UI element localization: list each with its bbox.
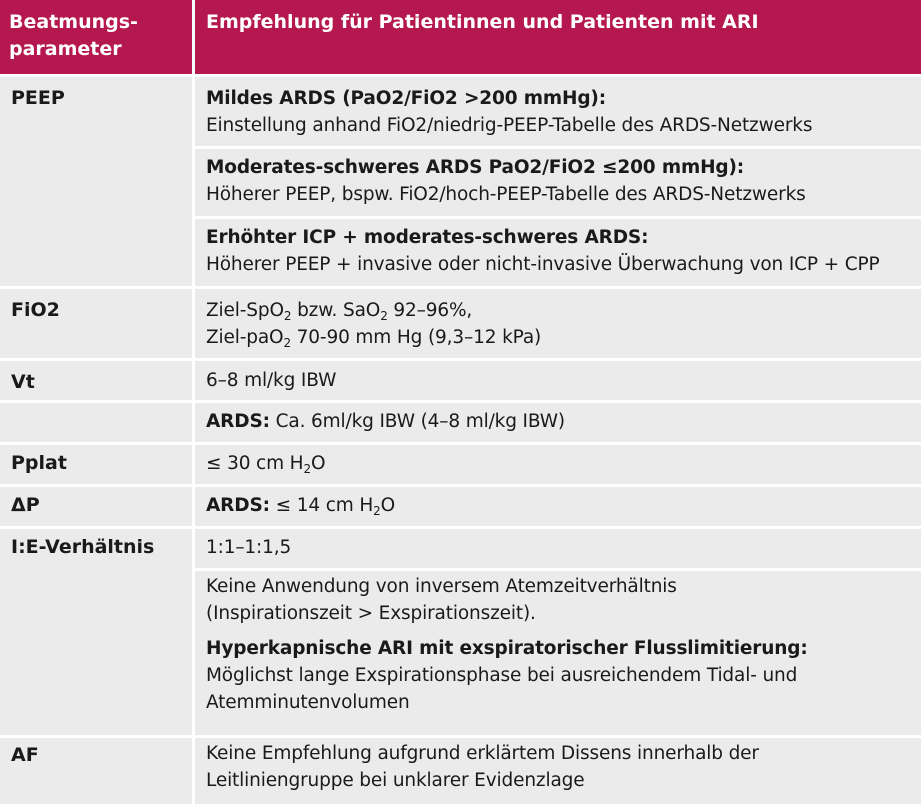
- subscript: 2: [283, 309, 292, 323]
- text: 70-90 mm Hg (9,3–12 kPa): [290, 327, 542, 348]
- rec-line2: (Inspirationszeit > Exspirationszeit).: [206, 603, 536, 624]
- text: ≤ 30 cm H: [206, 453, 304, 474]
- param-label: Vt: [11, 371, 35, 393]
- header-parameter-line1: Beatmungs-: [9, 11, 138, 33]
- subscript: 2: [380, 309, 388, 323]
- param-label: FiO2: [11, 299, 60, 321]
- rec-af: [195, 738, 921, 804]
- subscript: 2: [283, 336, 291, 350]
- param-vt-empty: [0, 403, 192, 442]
- rec-text: Einstellung anhand FiO2/niedrig-PEEP-Tabelle des ARDS-Netzwerks: [206, 115, 813, 136]
- text: Ziel-SpO: [206, 300, 284, 321]
- param-vt: [0, 361, 192, 400]
- header-parameter: [0, 0, 192, 74]
- rec-title: Hyperkapnische ARI mit exspiratorischer Flusslimitierung:: [206, 638, 808, 659]
- rec-text: 1:1–1:1,5: [206, 537, 292, 558]
- rec-delta-p: [195, 487, 921, 526]
- rec-ie-inverse-and-hypercapnic: [195, 571, 921, 735]
- param-label: I:E-Verhältnis: [11, 536, 155, 558]
- param-label: Pplat: [11, 452, 67, 474]
- rec-text: 6–8 ml/kg IBW: [206, 370, 337, 391]
- rec-vt-general: [195, 361, 921, 400]
- text: bzw. SaO: [291, 300, 381, 321]
- rec-line2: Leitliniengruppe bei unklarer Evidenzlage: [206, 770, 585, 791]
- rec-peep-moderate: [195, 149, 921, 216]
- rec-title: Moderates-schweres ARDS PaO2/FiO2 ≤200 mmHg):: [206, 157, 745, 178]
- param-peep: [0, 77, 192, 286]
- param-label: PEEP: [11, 87, 65, 109]
- rec-peep-icp: [195, 219, 921, 286]
- rec-ie-ratio: [195, 529, 921, 568]
- param-pplat: [0, 445, 192, 484]
- rec-line1: Keine Empfehlung aufgrund erklärtem Dissens innerhalb der: [206, 743, 759, 764]
- rec-line1: Möglichst lange Exspirationsphase bei ausreichendem Tidal- und: [206, 665, 798, 686]
- subscript: 2: [373, 504, 381, 518]
- param-ie-ratio: [0, 529, 192, 735]
- header-recommendation-text: Empfehlung für Patientinnen und Patienten mit ARI: [206, 11, 759, 33]
- rec-title: Mildes ARDS (PaO2/FiO2 >200 mmHg):: [206, 88, 606, 109]
- rec-line1: [206, 297, 921, 324]
- text: 92–96%,: [387, 300, 473, 321]
- rec-line1: Keine Anwendung von inversem Atemzeitverhältnis: [206, 576, 677, 597]
- spacer: [206, 627, 921, 635]
- rec-peep-mild: [195, 77, 921, 146]
- rec-line: [206, 492, 921, 519]
- text: O: [310, 453, 326, 474]
- rec-title: ARDS:: [206, 411, 270, 432]
- param-label: ΔP: [11, 494, 40, 516]
- rec-title: ARDS:: [206, 495, 270, 516]
- rec-title: Erhöhter ICP + moderates-schweres ARDS:: [206, 227, 649, 248]
- rec-fio2: [195, 289, 921, 358]
- param-af: [0, 738, 192, 804]
- param-fio2: [0, 289, 192, 358]
- param-delta-p: [0, 487, 192, 526]
- header-parameter-line2: parameter: [9, 38, 122, 60]
- subscript: 2: [303, 462, 311, 476]
- param-label: AF: [11, 744, 39, 766]
- rec-line: [206, 450, 921, 477]
- header-recommendation: [195, 0, 921, 74]
- rec-line2: [206, 324, 921, 351]
- text: O: [380, 495, 395, 516]
- text: Ziel-paO: [206, 327, 284, 348]
- rec-line2: Atemminutenvolumen: [206, 692, 410, 713]
- rec-vt-ards: [195, 403, 921, 442]
- rec-text: Höherer PEEP, bspw. FiO2/hoch-PEEP-Tabelle des ARDS-Netzwerks: [206, 184, 806, 205]
- rec-line: [206, 408, 921, 435]
- rec-text: Ca. 6ml/kg IBW (4–8 ml/kg IBW): [269, 411, 565, 432]
- rec-text: Höherer PEEP + invasive oder nicht-invasive Überwachung von ICP + CPP: [206, 254, 880, 275]
- rec-pplat: [195, 445, 921, 484]
- text: ≤ 14 cm H: [269, 495, 374, 516]
